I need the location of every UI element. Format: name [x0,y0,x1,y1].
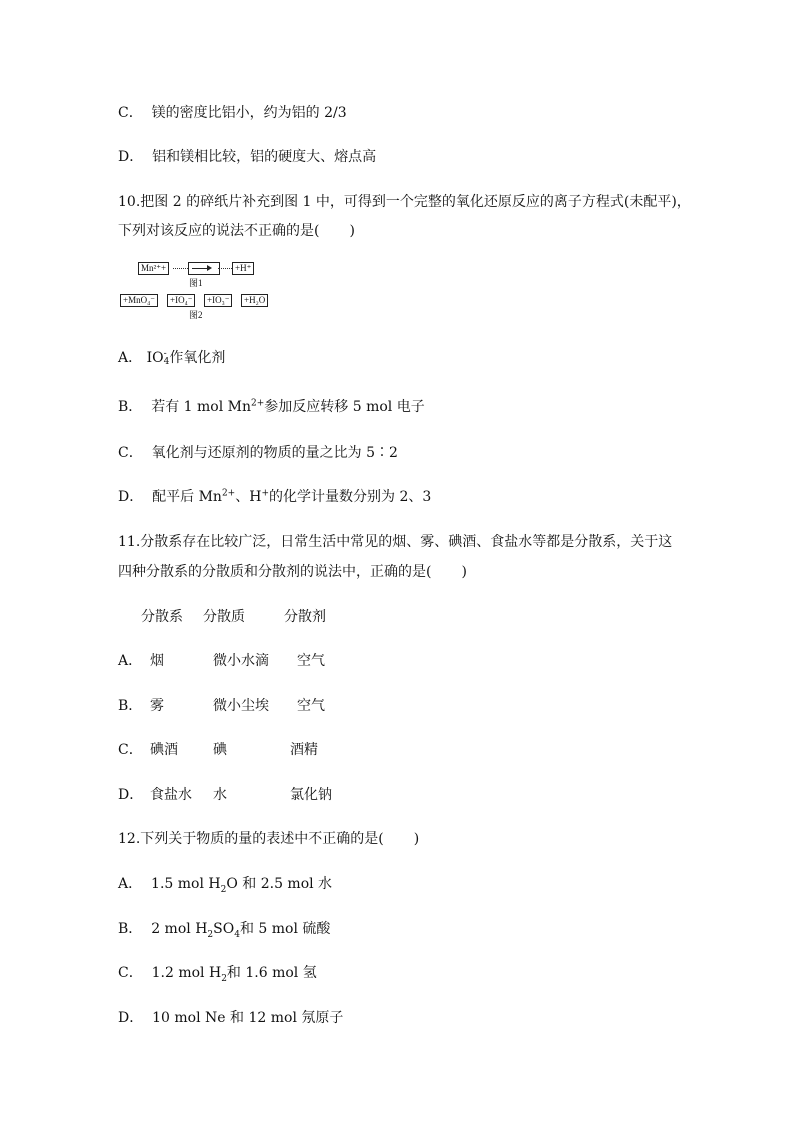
q11-stem-line2 [118,563,467,581]
option-letter: C． [118,445,143,461]
subscript: 2 [221,973,227,984]
q12-option-c [118,964,317,982]
q12-option-a [118,875,332,893]
stem-text: 下列对该反应的说法不正确的是( [118,223,320,239]
row-medium: 空气 [297,653,325,669]
option-text: 1.2 mol H [151,965,222,981]
option-text: SO [213,921,235,937]
option-text: 配平后 Mn [152,489,222,505]
q9-option-d [118,148,376,166]
fig1-caption: 图1 [189,278,203,288]
row-dispersed: 水 [213,787,227,803]
q10-option-a [118,349,225,367]
option-letter: C． [118,965,143,981]
option-text: 铝和镁相比较，铝的硬度大、熔点高 [152,149,377,165]
option-text: 10 mol Ne 和 12 mol 氖原子 [152,1010,344,1026]
subscript: 2 [220,884,227,895]
superscript: 2+ [221,488,236,499]
table-header-dispersed: 分散质 [203,609,245,625]
superscript: + [261,488,269,499]
stem-text: 四种分散系的分散质和分散剂的说法中，正确的是( [118,564,432,580]
stem-close-paren: ) [413,831,420,847]
fig1-dots [218,268,232,269]
q10-option-d [118,488,431,506]
ion-subscript: 4 [163,357,170,367]
row-medium: 空气 [297,698,325,714]
option-text: 氧化剂与还原剂的物质的量之比为 5∶2 [151,445,398,461]
option-letter: D． [118,489,144,505]
option-text: 参加反应转移 5 mol 电子 [264,399,425,415]
option-text: 2 mol H [151,921,208,937]
row-dispersed: 微小水滴 [213,653,269,669]
option-letter: A． [118,350,143,366]
option-letter: C． [118,105,143,121]
stem-close-paren: ) [461,564,467,580]
periodate-ion [147,349,170,367]
q10-stem-line1: 10.把图 2 的碎纸片补充到图 1 中，可得到一个完整的氧化还原反应的离子方程式(未配平)， [118,194,691,210]
q12-stem [118,830,419,848]
fig2-caption: 图2 [189,310,203,320]
option-letter: A． [118,876,143,892]
table-header-medium: 分散剂 [284,609,326,625]
row-letter: B． [118,698,143,714]
superscript: 2+ [251,398,265,409]
q12-option-d [118,1009,343,1027]
option-letter: B． [118,399,143,415]
subscript: 4 [234,929,240,940]
option-text: 镁的密度比铝小，约为铝的 2/3 [151,105,347,121]
q10-stem-line2 [118,222,355,240]
fig1-box-h: +H⁺ [232,262,254,275]
row-letter: C． [118,742,143,758]
fig1-box-arrow [188,262,220,275]
option-text: 的化学计量数分别为 2、3 [269,489,432,505]
option-text: 作氧化剂 [169,350,226,366]
q10-option-c [118,444,398,462]
ion-charge: - [163,349,167,359]
fig2-box-h2o: +H₂O [241,294,268,307]
q10-option-b [118,398,425,416]
row-system: 雾 [150,698,164,714]
row-medium: 氯化钠 [290,787,332,803]
option-text: 和 5 mol 硫酸 [239,921,331,937]
row-system: 烟 [150,653,164,669]
ion-symbol: IO [146,350,164,366]
ion-scripts [164,350,170,366]
option-text: 1.5 mol H [151,876,221,892]
option-letter: D． [118,1010,144,1026]
fig2-box-io4: +IO₄⁻ [167,294,195,307]
q11-stem-line1: 11.分散系存在比较广泛，日常生活中常见的烟、雾、碘酒、食盐水等都是分散系，关于这 [118,534,673,550]
row-dispersed: 微小尘埃 [213,698,269,714]
fig2-box-mno4: +MnO₄⁻ [120,294,158,307]
row-letter: D． [118,787,144,803]
row-system: 碘酒 [150,742,178,758]
option-text: 若有 1 mol Mn [151,399,251,415]
option-text: 、H [235,489,262,505]
option-text: O 和 2.5 mol 水 [226,876,333,892]
row-letter: A． [118,653,143,669]
row-system: 食盐水 [150,787,192,803]
fragment-figure [118,262,288,322]
row-dispersed: 碘 [213,742,227,758]
table-header-system: 分散系 [141,609,183,625]
q12-option-b [118,920,330,938]
arrow-head-icon [207,265,212,271]
fig1-dots [173,268,188,269]
option-letter: D． [118,149,144,165]
subscript: 2 [207,929,214,940]
fig2-box-io3: +IO₃⁻ [204,294,232,307]
stem-close-paren: ) [349,223,355,239]
option-letter: B． [118,921,143,937]
q9-option-c [118,104,347,122]
fig1-box-mn: Mn²⁺+ [138,262,169,275]
option-text: 和 1.6 mol 氢 [226,965,317,981]
row-medium: 酒精 [290,742,318,758]
stem-text: 12.下列关于物质的量的表述中不正确的是( [118,831,384,847]
